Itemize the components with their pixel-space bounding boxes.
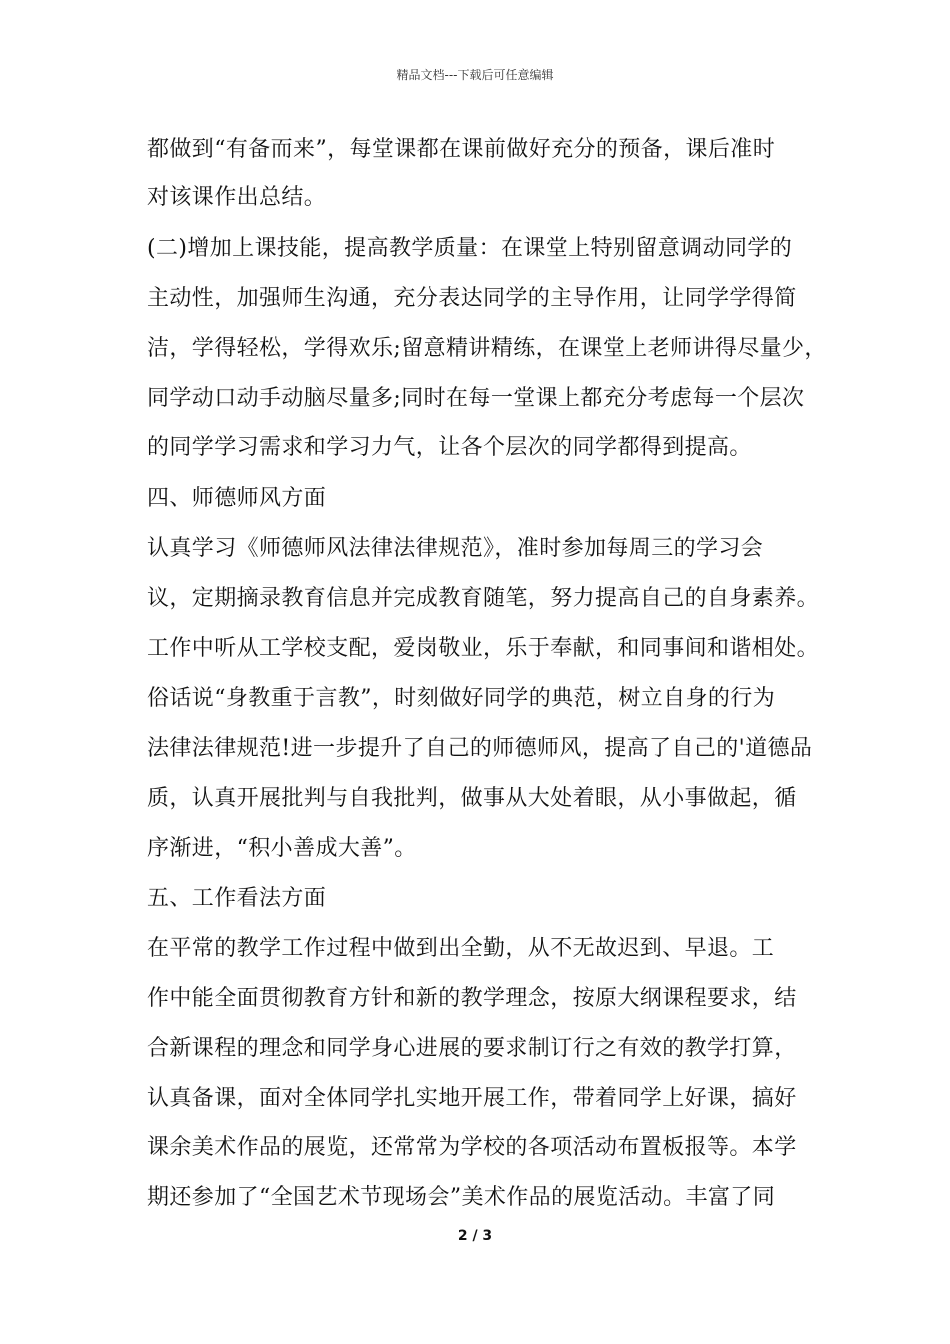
text-line: 俗话说“身教重于言教”，时刻做好同学的典范，树立自身的行为 <box>147 686 776 711</box>
text-line: 序渐进，“积小善成大善”。 <box>147 836 417 861</box>
section-heading: 四、师德师风方面 <box>147 486 327 511</box>
page-header: 精品文档---下载后可任意编辑 <box>396 68 554 82</box>
text-line: (二)增加上课技能，提高教学质量：在课堂上特别留意调动同学的 <box>147 236 793 261</box>
text-line: 作中能全面贯彻教育方针和新的教学理念，按原大纲课程要求，结 <box>147 986 797 1011</box>
text-line: 议，定期摘录教育信息并完成教育随笔，努力提高自己的自身素养。 <box>147 586 820 611</box>
text-line: 认真学习《师德师风法律法律规范》，准时参加每周三的学习会 <box>147 536 764 561</box>
text-line: 对该课作出总结。 <box>147 185 327 210</box>
text-line: 都做到“有备而来”，每堂课都在课前做好充分的预备，课后准时 <box>147 137 776 162</box>
text-line: 主动性，加强师生沟通，充分表达同学的主导作用，让同学学得简 <box>147 286 797 311</box>
text-line: 认真备课，面对全体同学扎实地开展工作，带着同学上好课，搞好 <box>147 1086 797 1111</box>
text-line: 质，认真开展批判与自我批判，做事从大处着眼，从小事做起，循 <box>147 786 797 811</box>
text-line: 工作中听从工学校支配，爱岗敬业，乐于奉献，和同事间和谐相处。 <box>147 636 820 661</box>
page-number: 2 / 3 <box>457 1228 493 1244</box>
text-line: 课余美术作品的展览，还常常为学校的各项活动布置板报等。本学 <box>147 1135 797 1160</box>
text-line: 的同学学习需求和学习力气，让各个层次的同学都得到提高。 <box>147 435 752 460</box>
text-line: 洁，学得轻松，学得欢乐;留意精讲精练，在课堂上老师讲得尽量少， <box>147 336 827 361</box>
text-line: 在平常的教学工作过程中做到出全勤，从不无故迟到、早退。工 <box>147 936 775 961</box>
text-line: 同学动口动手动脑尽量多;同时在每一堂课上都充分考虑每一个层次 <box>147 386 805 411</box>
text-line: 合新课程的理念和同学身心进展的要求制订行之有效的教学打算， <box>147 1036 797 1061</box>
text-line: 期还参加了“全国艺术节现场会”美术作品的展览活动。丰富了同 <box>147 1185 776 1210</box>
text-line: 法律法律规范!进一步提升了自己的师德师风，提高了自己的'道德品 <box>147 736 813 761</box>
section-heading: 五、工作看法方面 <box>147 886 327 911</box>
